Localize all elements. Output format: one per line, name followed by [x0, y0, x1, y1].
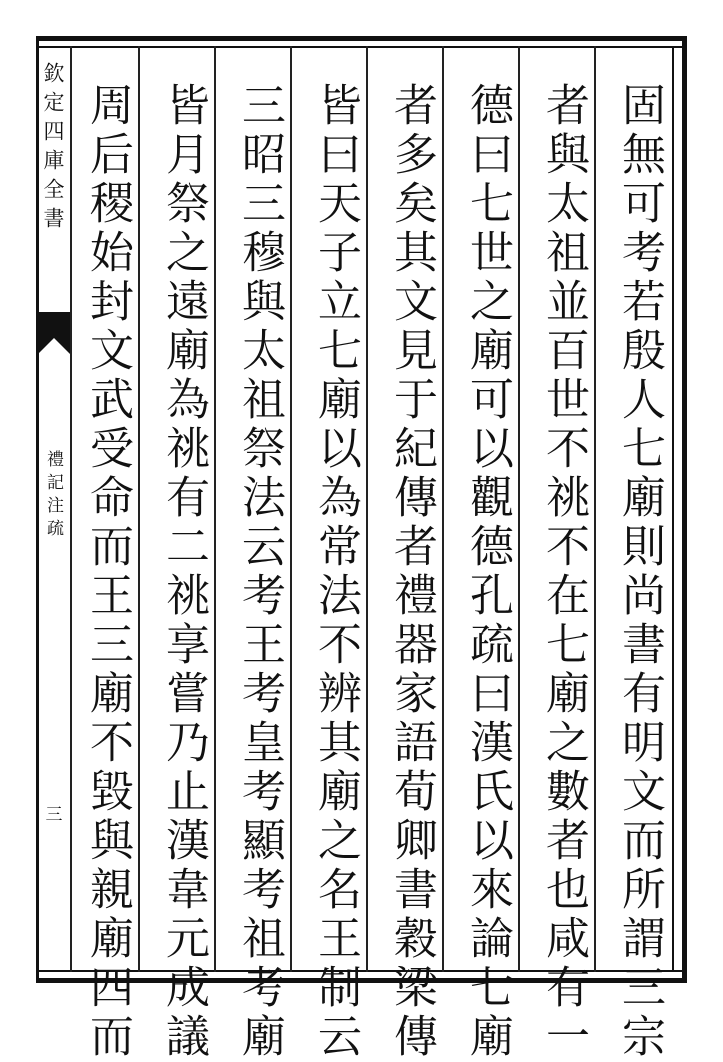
text-column-2: 者與太祖並百世不祧不在七廟之數者也咸有一 — [538, 82, 589, 1062]
frame-top-inner-border — [36, 46, 686, 48]
text-column-4: 者多矣其文見于紀傳者禮器家語荀卿書穀梁傳 — [386, 82, 437, 1062]
text-column-7: 皆月祭之遠廟為祧有二祧享嘗乃止漢韋元成議 — [158, 82, 209, 1062]
book-title: 欽定四庫全書 — [41, 62, 65, 236]
frame-right-border — [682, 36, 687, 983]
frame-top-border — [36, 36, 686, 41]
text-column-5: 皆曰天子立七廟以為常法不辨其廟之名王制云 — [310, 82, 361, 1062]
page-number: 三 — [45, 805, 63, 825]
text-column-6: 三昭三穆與太祖祭法云考王考皇考顯考祖考廟 — [234, 82, 285, 1062]
text-column-3: 德曰七世之廟可以觀德孔疏曰漢氏以來論七廟 — [462, 82, 513, 1062]
section-title: 禮記注疏 — [43, 450, 63, 542]
text-column-8: 周后稷始封文武受命而王三廟不毀與親廟四而 — [82, 82, 133, 1062]
text-column-1: 固無可考若殷人七廟則尚書有明文而所謂三宗 — [614, 82, 665, 1062]
fish-tail-mark-icon — [38, 312, 70, 354]
